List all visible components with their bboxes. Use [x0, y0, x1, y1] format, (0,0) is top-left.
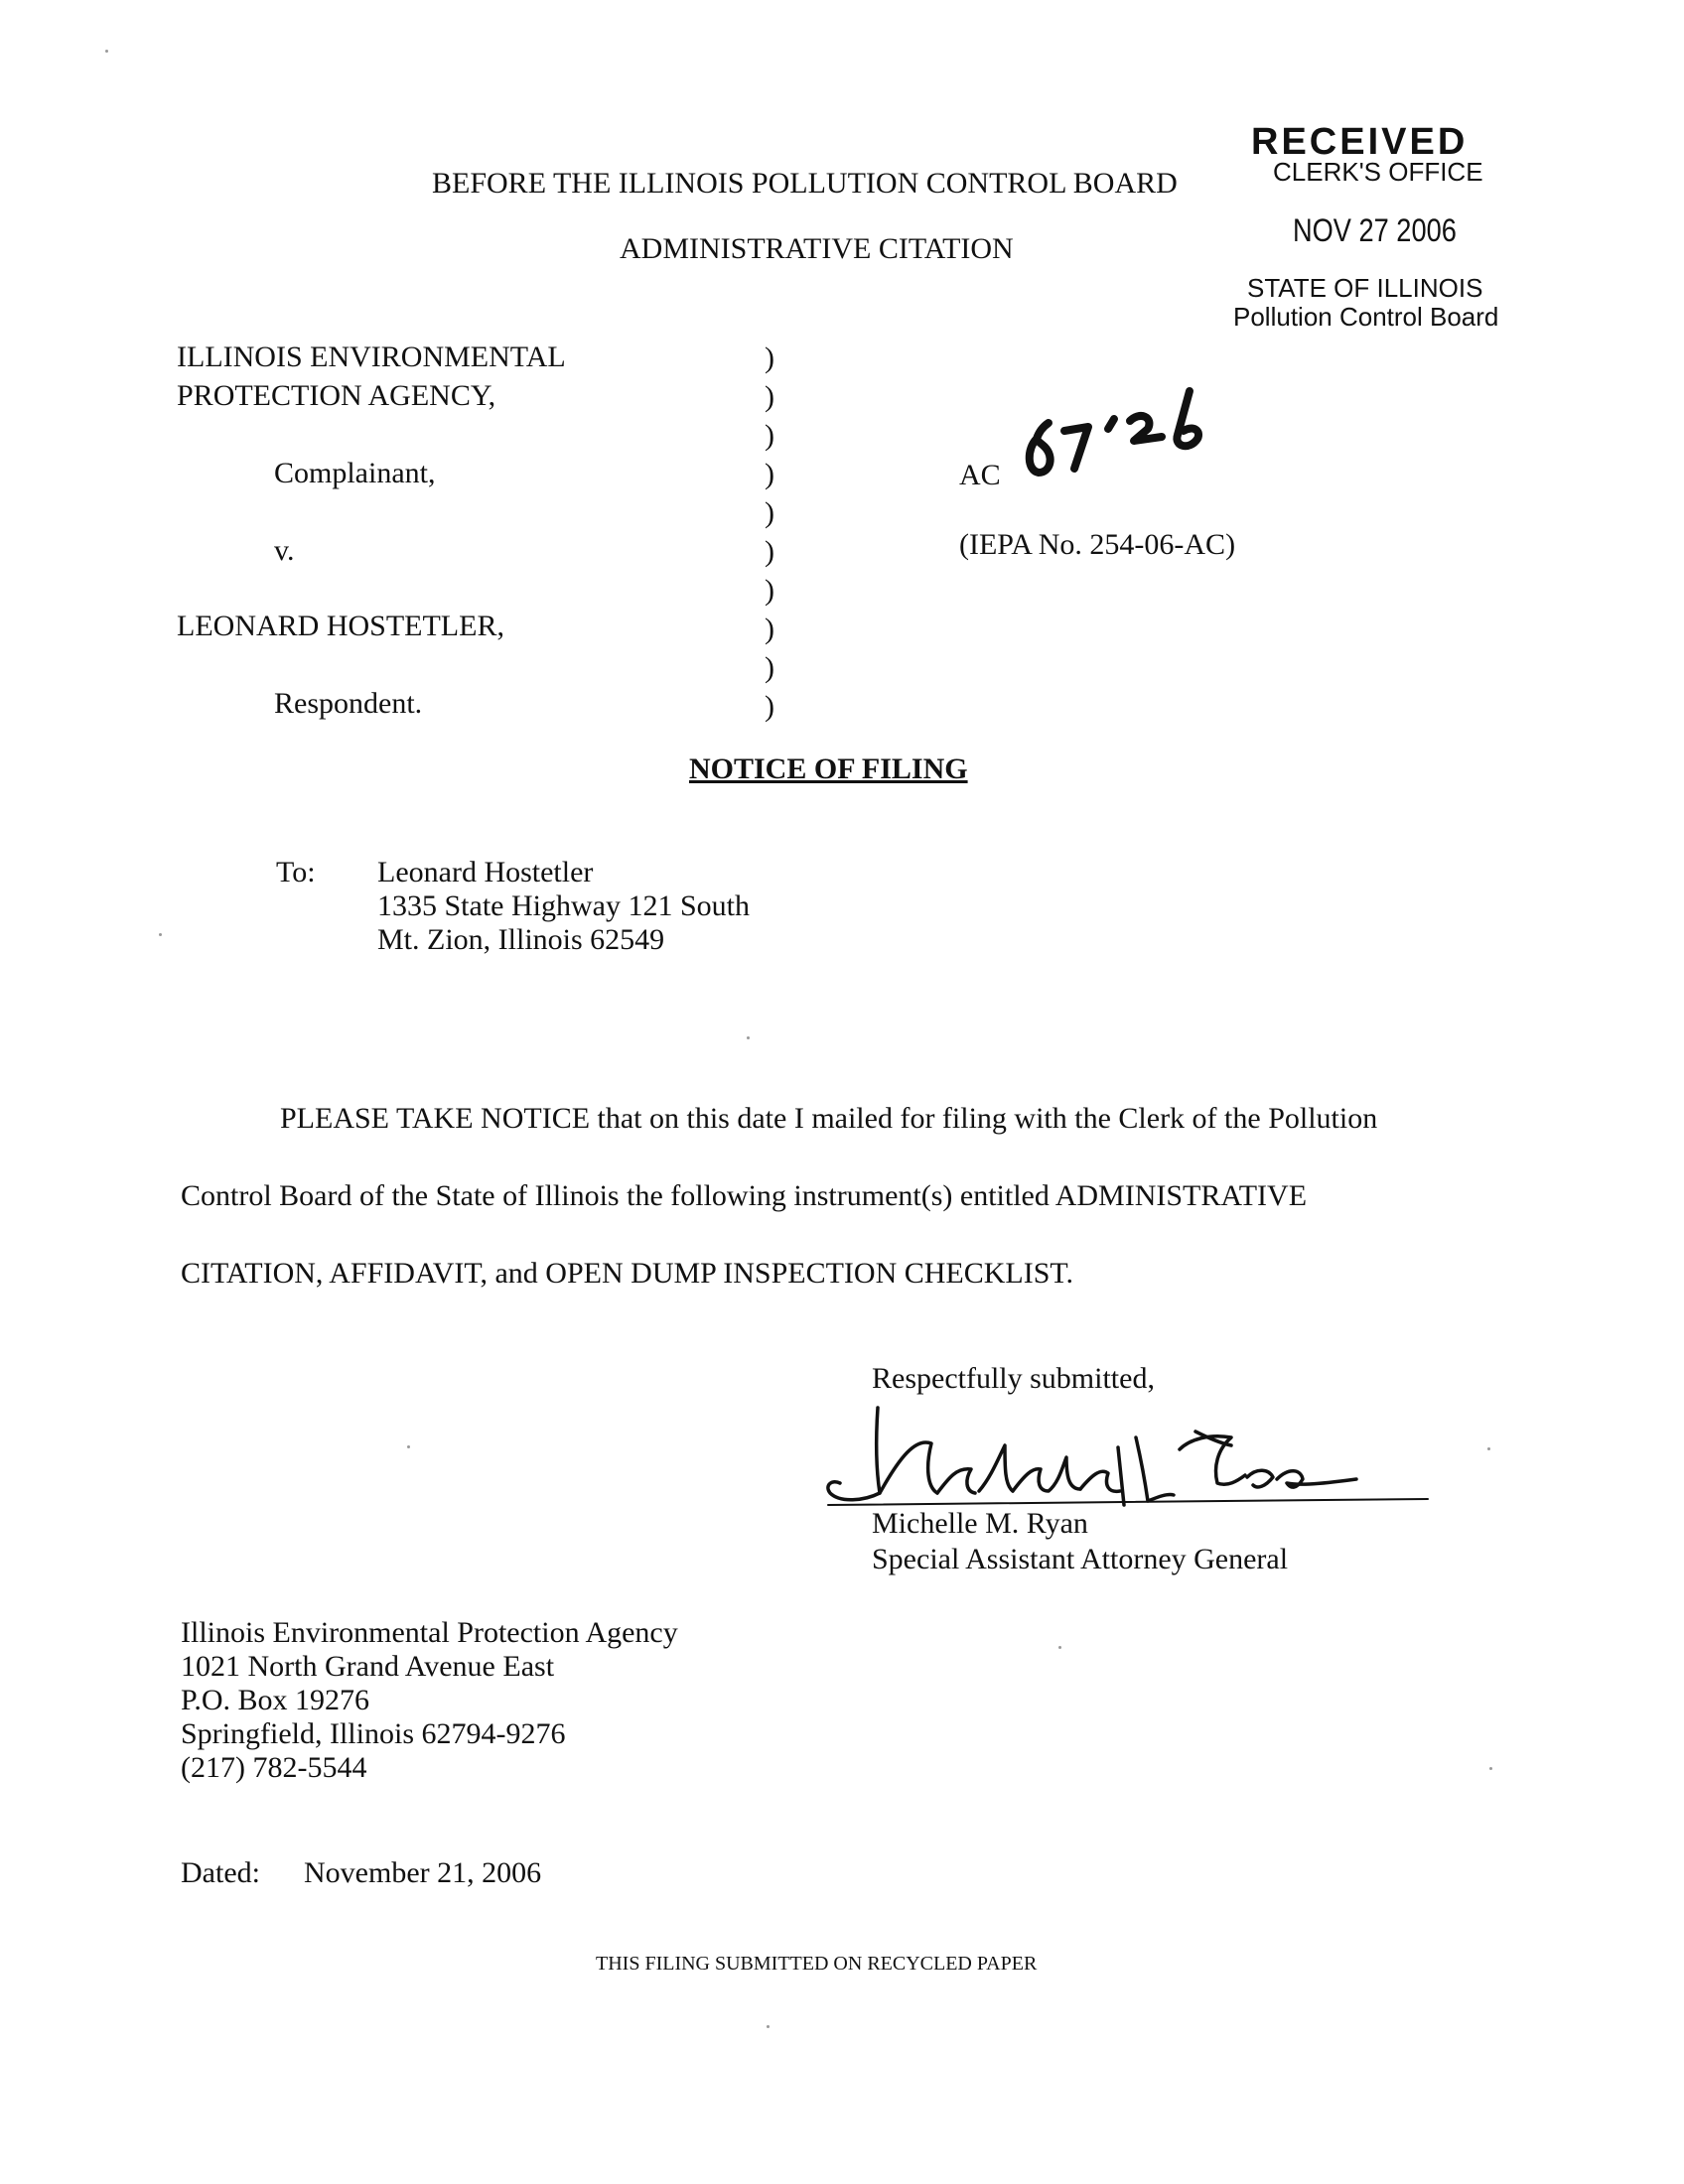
handwritten-case-number-icon: [1015, 377, 1233, 486]
caption-paren: ): [765, 496, 774, 529]
scan-speck: [407, 1445, 410, 1448]
scan-speck: [159, 933, 162, 936]
caption-paren: ): [765, 613, 774, 645]
stamp-date: NOV 27 2006: [1293, 212, 1457, 248]
notice-heading: NOTICE OF FILING: [689, 752, 968, 785]
agency-name: Illinois Environmental Protection Agency: [181, 1616, 678, 1649]
signer-name: Michelle M. Ryan: [872, 1507, 1088, 1540]
recycled-paper-footer: THIS FILING SUBMITTED ON RECYCLED PAPER: [596, 1953, 1038, 1975]
caption-paren: ): [765, 341, 774, 374]
caption-paren: ): [765, 690, 774, 723]
caption-paren: ): [765, 535, 774, 568]
notice-body-line-3: CITATION, AFFIDAVIT, and OPEN DUMP INSPECTION CHECKLIST.: [181, 1257, 1074, 1290]
received-stamp: RECEIVED: [1251, 121, 1469, 163]
caption-bracket-column: [765, 339, 774, 726]
agency-city: Springfield, Illinois 62794-9276: [181, 1717, 566, 1750]
scan-speck: [1487, 1447, 1490, 1450]
recipient-city: Mt. Zion, Illinois 62549: [377, 923, 665, 956]
notice-body-line-2: Control Board of the State of Illinois the following instrument(s) entitled ADMINISTRATIVE: [181, 1179, 1308, 1212]
respondent-role: Respondent.: [274, 687, 423, 720]
recipient-street: 1335 State Highway 121 South: [377, 889, 750, 922]
board-title: BEFORE THE ILLINOIS POLLUTION CONTROL BOARD: [432, 167, 1178, 200]
stamp-state: STATE OF ILLINOIS: [1247, 273, 1483, 303]
agency-street: 1021 North Grand Avenue East: [181, 1650, 555, 1683]
dated-value: November 21, 2006: [304, 1856, 542, 1889]
document-type: ADMINISTRATIVE CITATION: [620, 232, 1014, 265]
caption-paren: ): [765, 651, 774, 684]
complainant-role: Complainant,: [274, 457, 436, 489]
scan-speck: [767, 2025, 770, 2028]
caption-paren: ): [765, 458, 774, 490]
case-prefix: AC: [959, 459, 1001, 491]
notice-body-line-1: PLEASE TAKE NOTICE that on this date I mailed for filing with the Clerk of the Pollution: [280, 1102, 1378, 1135]
versus-label: v.: [274, 534, 295, 567]
respondent-name: LEONARD HOSTETLER,: [177, 610, 504, 642]
agency-po-box: P.O. Box 19276: [181, 1684, 370, 1716]
recipient-name: Leonard Hostetler: [377, 856, 594, 888]
complainant-name-line2: PROTECTION AGENCY,: [177, 379, 496, 412]
caption-paren: ): [765, 380, 774, 413]
handwritten-case-number: [1015, 377, 1233, 491]
scan-speck: [1058, 1646, 1061, 1649]
complainant-name-line1: ILLINOIS ENVIRONMENTAL: [177, 341, 566, 373]
scan-speck: [747, 1036, 750, 1039]
iepa-number: (IEPA No. 254-06-AC): [959, 528, 1236, 561]
agency-phone: (217) 782-5544: [181, 1751, 367, 1784]
clerks-office-stamp: CLERK'S OFFICE: [1273, 157, 1483, 187]
dated-label: Dated:: [181, 1856, 260, 1889]
signer-title: Special Assistant Attorney General: [872, 1543, 1289, 1575]
to-label: To:: [276, 856, 316, 888]
caption-paren: ): [765, 574, 774, 607]
stamp-board: Pollution Control Board: [1233, 302, 1499, 332]
scan-speck: [105, 50, 108, 53]
closing: Respectfully submitted,: [872, 1362, 1155, 1395]
caption-paren: ): [765, 419, 774, 452]
scan-speck: [1489, 1767, 1492, 1770]
